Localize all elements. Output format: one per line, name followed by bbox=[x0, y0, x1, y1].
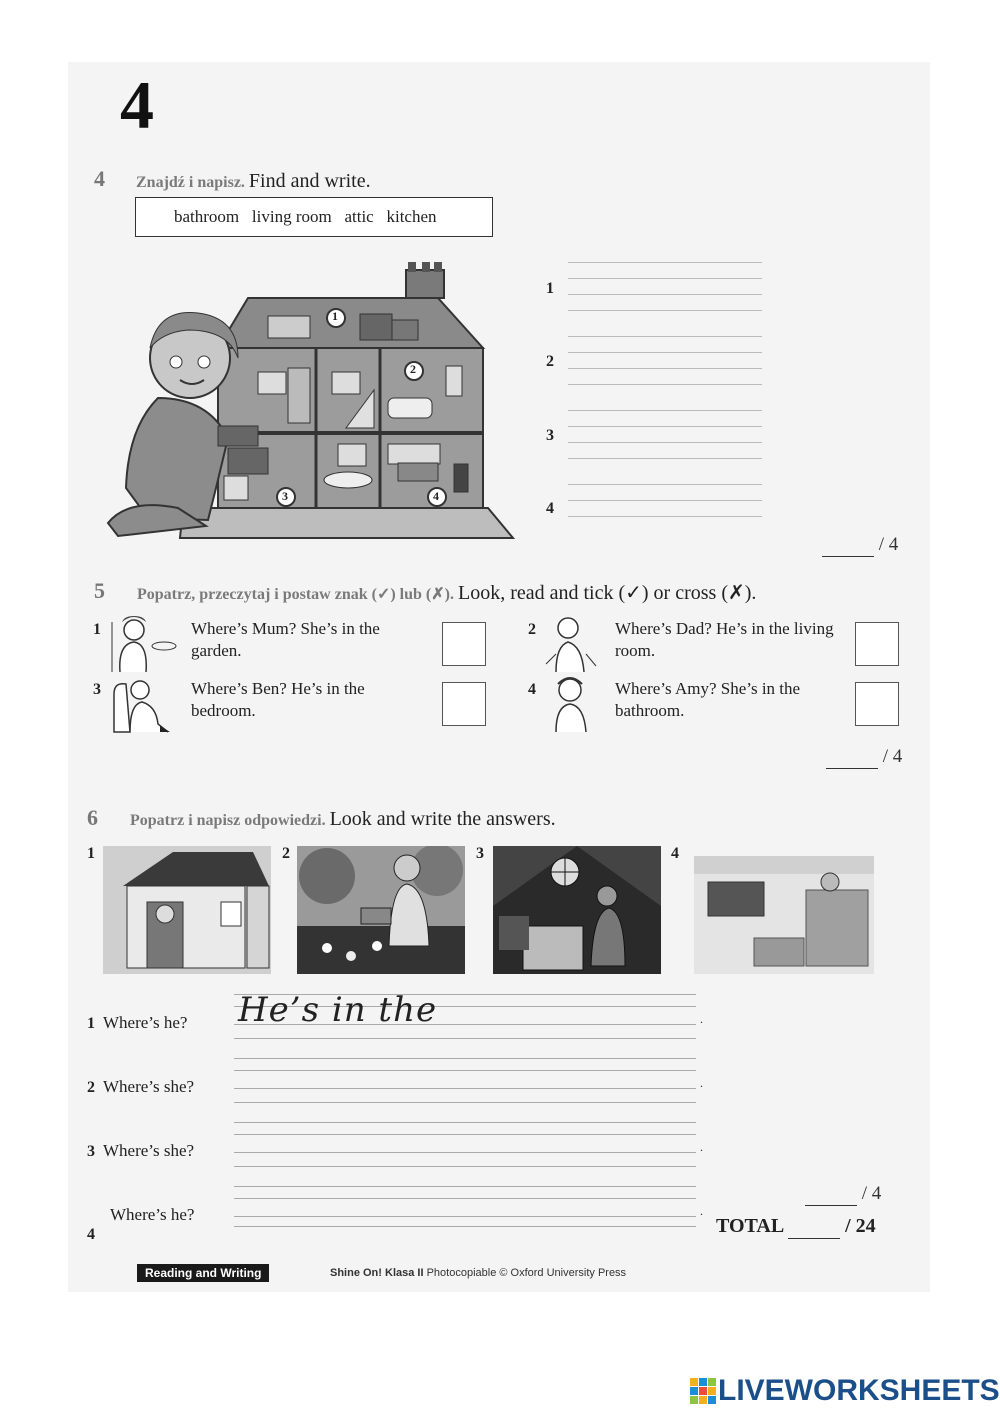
instruction-pl: Popatrz i napisz odpowiedzi. bbox=[130, 812, 326, 829]
word-box bbox=[135, 197, 493, 237]
doll-house-illustration bbox=[88, 258, 518, 548]
ex6-answer-2-input[interactable] bbox=[234, 1058, 696, 1102]
worksheet-page bbox=[68, 62, 930, 1292]
word-kitchen: kitchen bbox=[386, 207, 437, 226]
ex5-score: / 4 bbox=[826, 746, 902, 769]
instruction-en: Look, read and tick (✓) or cross (✗). bbox=[457, 582, 757, 604]
ex4-answer-2-num: 2 bbox=[546, 353, 554, 370]
girl-in-garden-picture bbox=[297, 846, 465, 974]
house-label-3: 3 bbox=[282, 489, 288, 503]
ex5-item-3-text: Where’s Ben? He’s in the bedroom. bbox=[191, 679, 365, 720]
unit-number: 4 bbox=[120, 67, 154, 143]
ex5-item-4-tickbox[interactable] bbox=[855, 682, 899, 726]
liveworksheets-text: LIVEWORKSHEETS bbox=[718, 1374, 1000, 1407]
ex6-q2: 2 Where’s she? bbox=[87, 1077, 195, 1096]
ex4-answer-2[interactable] bbox=[568, 336, 762, 400]
total-score: TOTAL / 24 bbox=[716, 1215, 876, 1237]
footer-credit: Shine On! Klasa II Photocopiable © Oxford University Press bbox=[330, 1267, 627, 1279]
ex5-item-2-tickbox[interactable] bbox=[855, 622, 899, 666]
amy-picture bbox=[542, 674, 600, 734]
liveworksheets-icon bbox=[690, 1378, 716, 1404]
ben-picture bbox=[108, 674, 174, 734]
ex5-item-3-tickbox[interactable] bbox=[442, 682, 486, 726]
house-label-4: 4 bbox=[433, 489, 439, 503]
ex4-score: / 4 bbox=[822, 534, 898, 557]
word-bathroom: bathroom bbox=[174, 207, 240, 226]
exercise-4-number: 4 bbox=[94, 166, 105, 191]
ex5-item-1-text: Where’s Mum? She’s in the garden. bbox=[191, 619, 380, 660]
ex5-item-4-num: 4 bbox=[528, 681, 536, 698]
ex4-answer-3-num: 3 bbox=[546, 427, 554, 444]
word-living-room: living room bbox=[251, 207, 332, 226]
man-in-living-room-picture bbox=[694, 856, 874, 974]
instruction-en: Look and write the answers. bbox=[329, 808, 556, 830]
exercise-6-instruction bbox=[130, 808, 556, 831]
ex6-q3: 3 Where’s she? bbox=[87, 1141, 195, 1160]
ex5-item-4-text: Where’s Amy? She’s in the bathroom. bbox=[615, 679, 801, 720]
ex5-item-2-text: Where’s Dad? He’s in the living room. bbox=[615, 619, 834, 660]
dad-picture bbox=[542, 614, 600, 674]
ex4-answer-4-num: 4 bbox=[546, 500, 554, 517]
ex6-q4-num: 4 bbox=[87, 1226, 95, 1243]
ex6-pic-1-num: 1 bbox=[87, 845, 95, 862]
boy-in-playhouse-picture bbox=[103, 846, 271, 974]
ex4-answer-1[interactable] bbox=[568, 262, 762, 326]
instruction-en: Find and write. bbox=[248, 170, 371, 192]
instruction-pl: Znajdź i napisz. bbox=[136, 174, 245, 191]
house-label-1: 1 bbox=[332, 309, 338, 323]
section-badge: Reading and Writing bbox=[137, 1264, 269, 1282]
ex4-answer-4[interactable] bbox=[568, 484, 762, 532]
ex6-answer-1-input[interactable]: He’s in the bbox=[238, 990, 438, 1030]
ex6-answer-4-input[interactable] bbox=[234, 1186, 696, 1226]
ex6-q1: 1 Where’s he? bbox=[87, 1013, 188, 1032]
ex6-pic-4-num: 4 bbox=[671, 845, 679, 862]
ex5-item-2-num: 2 bbox=[528, 621, 536, 638]
ex6-q4-text: Where’s he? bbox=[110, 1205, 195, 1224]
house-label-2: 2 bbox=[410, 362, 416, 376]
girl-in-attic-picture bbox=[493, 846, 661, 974]
ex6-pic-2-num: 2 bbox=[282, 845, 290, 862]
ex5-item-1-num: 1 bbox=[93, 621, 101, 638]
exercise-4-instruction bbox=[136, 170, 371, 193]
ex4-answer-1-num: 1 bbox=[546, 280, 554, 297]
ex4-answer-3[interactable] bbox=[568, 410, 762, 474]
ex5-item-1-tickbox[interactable] bbox=[442, 622, 486, 666]
exercise-5-number: 5 bbox=[94, 578, 105, 603]
word-attic: attic bbox=[344, 207, 374, 226]
liveworksheets-logo bbox=[690, 1374, 1000, 1408]
ex6-pic-3-num: 3 bbox=[476, 845, 484, 862]
exercise-6-number: 6 bbox=[87, 805, 98, 830]
mum-cooking-picture bbox=[110, 614, 182, 674]
exercise-5-instruction bbox=[137, 580, 756, 605]
instruction-pl: Popatrz, przeczytaj i postaw znak (✓) lub (✗). bbox=[137, 586, 454, 603]
ex5-item-3-num: 3 bbox=[93, 681, 101, 698]
ex6-score: / 4 bbox=[805, 1183, 881, 1206]
ex6-answer-3-input[interactable] bbox=[234, 1122, 696, 1166]
